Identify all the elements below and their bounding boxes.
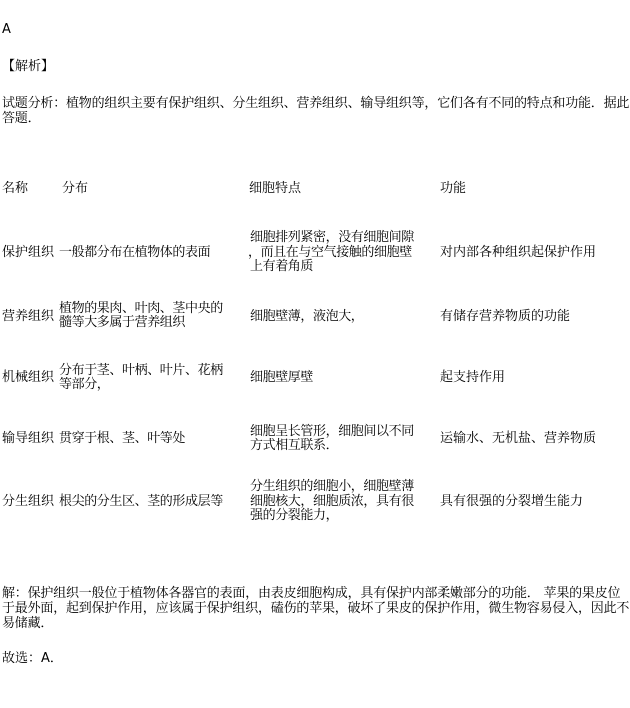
table-row-function: 具有很强的分裂增生能力: [440, 494, 584, 509]
section-header: 【解析】: [2, 59, 55, 74]
table-row-cell-feature: 细胞排列紧密，没有细胞间隙: [250, 230, 414, 245]
table-row-cell-feature: ，而且在与空气接触的细胞壁: [248, 245, 412, 260]
table-row-name: 营养组织: [2, 309, 55, 324]
table-row-cell-feature: 细胞壁厚壁: [250, 370, 314, 385]
table-row-name: 输导组织: [2, 431, 55, 446]
analysis-paragraph: 试题分析：植物的组织主要有保护组织、分生组织、营养组织、输导组织等，它们各有不同的特点和功能．据此答题．: [2, 96, 630, 126]
solution-paragraph: 解：保护组织一般位于植物体各器官的表面，由表皮细胞构成，具有保护内部柔嫩部分的功能． 苹果的果皮位于最外面，起到保护作用，应该属于保护组织，磕伤的苹果，破坏了果皮的保护作用，微生物容易侵入，因此不易储藏．: [2, 586, 630, 631]
table-row-function: 起支持作用: [440, 370, 506, 385]
table-row-distribution: 植物的果肉、叶肉、茎中央的: [59, 301, 223, 316]
header-function: 功能: [440, 181, 467, 196]
table-row-distribution: 分布于茎、叶柄、叶片、花柄: [59, 363, 223, 378]
table-row-cell-feature: 分生组织的细胞小，细胞壁薄: [250, 479, 414, 494]
table-row-name: 保护组织: [2, 245, 55, 260]
answer-letter: A: [2, 22, 11, 37]
table-row-cell-feature: 细胞核大，细胞质浓，具有很: [250, 494, 414, 509]
table-row-distribution: 根尖的分生区、茎的形成层等: [59, 494, 223, 509]
table-row-distribution: 髓等大多属于营养组织: [59, 315, 186, 330]
table-row-function: 运输水、无机盐、营养物质: [440, 431, 597, 446]
header-name: 名称: [2, 181, 29, 196]
table-row-cell-feature: 强的分裂能力，: [250, 508, 339, 523]
table-row-function: 对内部各种组织起保护作用: [440, 245, 597, 260]
table-row-cell-feature: 上有着角质: [250, 259, 314, 274]
table-row-distribution: 贯穿于根、茎、叶等处: [59, 431, 186, 446]
table-row-cell-feature: 方式相互联系．: [250, 438, 339, 453]
conclusion: 故选：A．: [2, 651, 63, 666]
table-row-distribution: 一般都分布在植物体的表面: [59, 245, 211, 260]
header-distribution: 分布: [62, 181, 89, 196]
table-row-cell-feature: 细胞呈长管形，细胞间以不同: [250, 424, 414, 439]
table-row-distribution: 等部分，: [59, 377, 110, 392]
table-row-function: 有储存营养物质的功能: [440, 309, 571, 324]
table-row-name: 机械组织: [2, 370, 55, 385]
header-cell-features: 细胞特点: [249, 181, 302, 196]
table-row-name: 分生组织: [2, 494, 55, 509]
table-row-cell-feature: 细胞壁薄，液泡大，: [250, 309, 364, 324]
